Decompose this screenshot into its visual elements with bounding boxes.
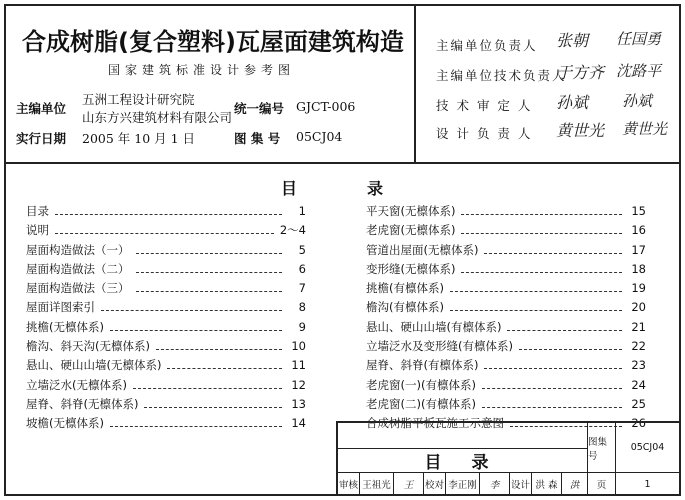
- toc-leader: [55, 214, 282, 215]
- atlas-no: 05CJ04: [296, 129, 343, 144]
- signature: 孙斌: [622, 92, 653, 110]
- toc-entry-label: 挑檐(有檩体系): [366, 281, 444, 296]
- lead-unit-label: 主编单位: [16, 101, 67, 116]
- toc-entry[interactable]: [26, 299, 306, 318]
- toc-entry-page: 8: [298, 300, 306, 315]
- signoff-role: 技 术 审 定 人: [436, 98, 533, 113]
- toc-entry[interactable]: [26, 396, 306, 415]
- toc-leader: [507, 330, 622, 331]
- toc-entry-page: 6: [298, 261, 306, 276]
- page-subtitle: 国家建筑标准设计参考图: [108, 63, 296, 77]
- toc-entry-page: 14: [291, 416, 306, 431]
- toc-entry-page: 16: [631, 223, 646, 238]
- signature: 于方齐: [556, 63, 605, 82]
- toc-leader: [167, 368, 282, 369]
- toc-entry[interactable]: [26, 415, 306, 434]
- toc-leader: [136, 253, 283, 254]
- toc-entry-label: 悬山、硬山山墙(无檩体系): [26, 358, 162, 373]
- title-block-title-cell: [338, 449, 588, 473]
- header-divider: [6, 162, 679, 164]
- toc-entry-page: 5: [298, 242, 306, 257]
- toc-leader: [484, 253, 622, 254]
- title-block: [336, 421, 679, 494]
- design-name-cell: [532, 473, 562, 495]
- atlas-label-cell: [588, 423, 616, 473]
- toc-entry-page: 15: [631, 204, 646, 218]
- toc-leader: [519, 349, 622, 350]
- toc-entry-page: 7: [298, 281, 306, 296]
- toc-entry[interactable]: [26, 222, 306, 241]
- toc-entry-label: 坡檐(无檩体系): [26, 416, 104, 431]
- toc-entry-label: 老虎窗(无檩体系): [366, 223, 456, 238]
- toc-entry-label: 立墙泛水(无檩体系): [26, 377, 127, 392]
- toc-entry-page: 19: [631, 281, 646, 296]
- toc-entry-label: 屋脊、斜脊(无檩体系): [26, 396, 139, 411]
- check-label: 校对: [424, 480, 444, 491]
- toc-entry-label: 挑檐(无檩体系): [26, 319, 104, 334]
- toc-entry-page: 20: [631, 300, 646, 315]
- toc-leader: [136, 291, 283, 292]
- toc-title-right: 录: [367, 179, 384, 198]
- toc-leader: [461, 233, 622, 234]
- toc-entry[interactable]: [366, 280, 646, 299]
- toc-entry-page: 11: [291, 358, 306, 373]
- check-signature: 李: [480, 473, 510, 495]
- signature: 黄世光: [556, 121, 605, 140]
- toc-entry[interactable]: [366, 222, 646, 241]
- page-label-cell: [588, 473, 616, 495]
- toc-entry-label: 说明: [26, 223, 49, 238]
- toc-entry-page: 9: [298, 319, 306, 334]
- toc-entry-label: 管道出屋面(无檩体系): [366, 242, 479, 257]
- toc-entry[interactable]: [26, 319, 306, 338]
- toc-entry-page: 1: [298, 204, 306, 218]
- signature: 孙斌: [556, 93, 589, 112]
- toc-entry-page: 13: [291, 396, 306, 411]
- toc-leader: [461, 214, 622, 215]
- toc-entry-page: 10: [291, 339, 306, 354]
- atlas-no-value: 05CJ04: [630, 442, 665, 453]
- toc-entry-label: 平天窗(无檩体系): [366, 204, 456, 218]
- toc-leader: [133, 388, 282, 389]
- toc-entry[interactable]: [26, 357, 306, 376]
- lead-unit-1: 五洲工程设计研究院: [82, 92, 195, 107]
- toc-entry[interactable]: [366, 338, 646, 357]
- toc-entry[interactable]: [26, 242, 306, 261]
- toc-entry-label: 老虎窗(一)(有檩体系): [366, 377, 476, 392]
- toc-entry[interactable]: [366, 242, 646, 261]
- review-name: 王祖光: [362, 480, 391, 491]
- toc-leader: [110, 330, 282, 331]
- signature: 黄世光: [622, 120, 668, 138]
- toc-entry-label: 目录: [26, 204, 49, 218]
- toc-entry-page: 24: [631, 377, 646, 392]
- page-title: 合成树脂(复合塑料)瓦屋面建筑构造: [22, 28, 404, 56]
- toc-entry-page: 17: [631, 242, 646, 257]
- review-signature: 王: [394, 473, 424, 495]
- toc-entry[interactable]: [26, 338, 306, 357]
- toc-entry[interactable]: [366, 299, 646, 318]
- unified-no: GJCT-006: [296, 99, 356, 114]
- toc-entry-label: 檐沟(有檩体系): [366, 300, 444, 315]
- toc-leader: [484, 368, 622, 369]
- toc-entry-page: 25: [631, 396, 646, 411]
- toc-entry-label: 檐沟、斜天沟(无檩体系): [26, 339, 150, 354]
- signature: 张朝: [556, 31, 589, 50]
- toc-left-column: [26, 203, 306, 435]
- toc-leader: [461, 272, 622, 273]
- toc-leader: [101, 310, 282, 311]
- page-no-cell: [616, 473, 679, 495]
- toc-entry[interactable]: [26, 203, 306, 222]
- title-block-title: 目 录: [424, 453, 501, 473]
- page-label: 页: [596, 480, 607, 491]
- signoff-role: 主编单位技术负责人: [436, 68, 567, 83]
- check-name: 李正刚: [448, 480, 477, 491]
- toc-entry-label: 老虎窗(二)(有檩体系): [366, 396, 476, 411]
- toc-entry-page: 12: [291, 377, 306, 392]
- check-label-cell: [424, 473, 446, 495]
- signature: 任国勇: [616, 30, 662, 48]
- impl-date: 2005 年 10 月 1 日: [82, 131, 196, 146]
- toc-leader: [450, 291, 622, 292]
- toc-leader: [110, 426, 282, 427]
- lead-unit-2: 山东方兴建筑材料有限公司: [82, 110, 233, 125]
- toc-entry[interactable]: [366, 357, 646, 376]
- design-label-cell: [510, 473, 532, 495]
- toc-entry-label: 悬山、硬山山墙(有檩体系): [366, 319, 502, 334]
- toc-entry-page: 2～4: [279, 223, 306, 238]
- header-left: [6, 6, 414, 162]
- toc-entry[interactable]: [26, 377, 306, 396]
- check-name-cell: [446, 473, 480, 495]
- toc-leader: [156, 349, 282, 350]
- unified-no-label: 统一编号: [234, 101, 285, 116]
- toc-entry[interactable]: [366, 319, 646, 338]
- design-name: 洪 森: [535, 480, 558, 491]
- review-label-cell: [338, 473, 360, 495]
- atlas-no-cell: [616, 423, 679, 473]
- toc-entry-page: 26: [631, 416, 646, 431]
- toc-leader: [450, 310, 622, 311]
- toc-entry-label: 屋面构造做法（二）: [26, 261, 130, 276]
- toc-entry-label: 变形缝(无檩体系): [366, 261, 456, 276]
- toc-entry-label: 屋面构造做法（一）: [26, 242, 130, 257]
- review-label: 审核: [338, 480, 358, 491]
- toc-leader: [482, 407, 622, 408]
- toc-leader: [136, 272, 283, 273]
- toc-entry[interactable]: [26, 261, 306, 280]
- toc-entry[interactable]: [366, 377, 646, 396]
- toc-leader: [482, 388, 622, 389]
- toc-entry-label: 合成树脂平板瓦施工示意图: [366, 416, 504, 431]
- toc-entry-label: 屋面构造做法（三）: [26, 281, 130, 296]
- title-block-spacer: [338, 423, 588, 449]
- atlas-no-label: 图 集 号: [234, 131, 281, 146]
- signoff-role: 主编单位负责人: [436, 38, 538, 53]
- design-signature: 洪: [562, 473, 588, 495]
- review-name-cell: [360, 473, 394, 495]
- toc-entry[interactable]: [26, 280, 306, 299]
- toc-entry[interactable]: [366, 203, 646, 222]
- page-no: 1: [644, 478, 651, 490]
- toc-title-left: 目: [281, 179, 298, 198]
- toc-entry-page: 18: [631, 261, 646, 276]
- toc-leader: [144, 407, 282, 408]
- atlas-label: 图集号: [588, 436, 608, 462]
- design-label: 设计: [510, 480, 530, 491]
- impl-date-label: 实行日期: [16, 131, 67, 146]
- toc-right-column: [366, 203, 646, 435]
- toc-entry-label: 立墙泛水及变形缝(有檩体系): [366, 339, 513, 354]
- signature: 沈路平: [616, 62, 662, 80]
- toc-entry-page: 22: [631, 339, 646, 354]
- toc-entry[interactable]: [366, 261, 646, 280]
- toc-entry-label: 屋面详图索引: [26, 300, 95, 315]
- toc-entry-page: 21: [631, 319, 646, 334]
- toc-leader: [55, 233, 274, 234]
- toc-entry[interactable]: [366, 396, 646, 415]
- toc-entry-page: 23: [631, 358, 646, 373]
- signoff-panel: [414, 6, 681, 162]
- signoff-role: 设 计 负 责 人: [436, 126, 533, 141]
- toc-entry-label: 屋脊、斜脊(有檩体系): [366, 358, 479, 373]
